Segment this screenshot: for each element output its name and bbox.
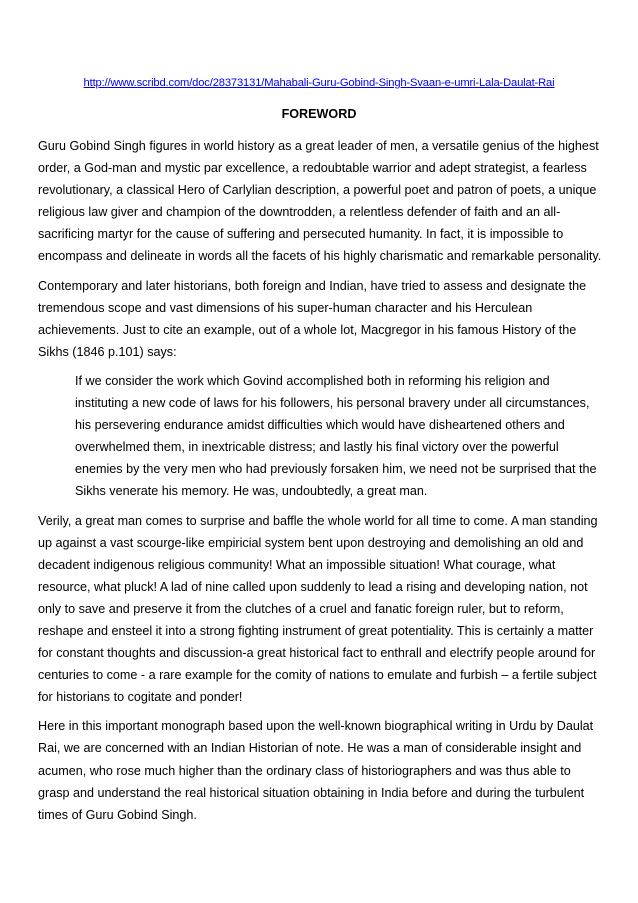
document-body <box>38 135 604 833</box>
paragraph-1: Guru Gobind Singh figures in world history as a great leader of men, a versatile genius of the highest order, a God-man and mystic par excellence, a redoubtable warrior and adept strategist, a fearless revolutionary, a classical Hero of Carlylian description, a powerful poet and patron of poets, a unique religious law giver and champion of the downtrodden, a relentless defender of faith and an all-sacrificing martyr for the cause of suffering and persecuted humanity. In fact, it is impossible to encompass and delineate in words all the facets of his highly charismatic and remarkable personality. <box>38 139 602 264</box>
block-quote: If we consider the work which Govind accomplished both in reforming his religion and instituting a new code of laws for his followers, his personal bravery under all circumstances, his persevering endurance amidst difficulties which would have disheartened others and overwhelmed them, in inextricable distress; and lastly his final victory over the powerful enemies by the very men who had previously forsaken him, we need not be surprised that the Sikhs venerate his memory. He was, undoubtedly, a great man. <box>75 373 597 499</box>
page-title: FOREWORD <box>281 107 357 121</box>
paragraph-4: Here in this important monograph based upon the well-known biographical writing in Urdu by Daulat Rai, we are concerned with an Indian Historian of note. He was a man of considerable insight and acumen, who rose much higher than the ordinary class of historiographers and was thus able to grasp and understand the real historical situation obtaining in India before and during the turbulent times of Guru Gobind Singh. <box>38 719 594 822</box>
paragraph-2: Contemporary and later historians, both foreign and Indian, have tried to assess and designate the tremendous scope and vast dimensions of his super-human character and his Herculean achievements. Just to cite an example, out of a whole lot, Macgregor in his famous History of the Sikhs (1846 p.101) says: <box>38 278 587 359</box>
source-url-link[interactable]: http://www.scribd.com/doc/28373131/Mahabali-Guru-Gobind-Singh-Svaan-e-umri-Lala-Daulat-Rai <box>83 77 555 89</box>
paragraph-3: Verily, a great man comes to surprise and baffle the whole world for all time to come. A man standing up against a vast scourge-like empiricial system bent upon destroying and demolishing an old and decadent indigenous religious community! What an impossible situation! What courage, what resource, what pluck! A lad of nine called upon suddenly to lead a rising and developing nation, not only to save and preserve it from the clutches of a cruel and fanatic foreign ruler, but to reform, reshape and ensteel it into a strong fighting instrument of great potentiality. This is certainly a matter for constant thoughts and discussion-a great historical fact to enthrall and electrify people around for centuries to come - a rare example for the comity of nations to emulate and furbish – a fertile subject for historians to cogitate and ponder! <box>38 513 598 705</box>
